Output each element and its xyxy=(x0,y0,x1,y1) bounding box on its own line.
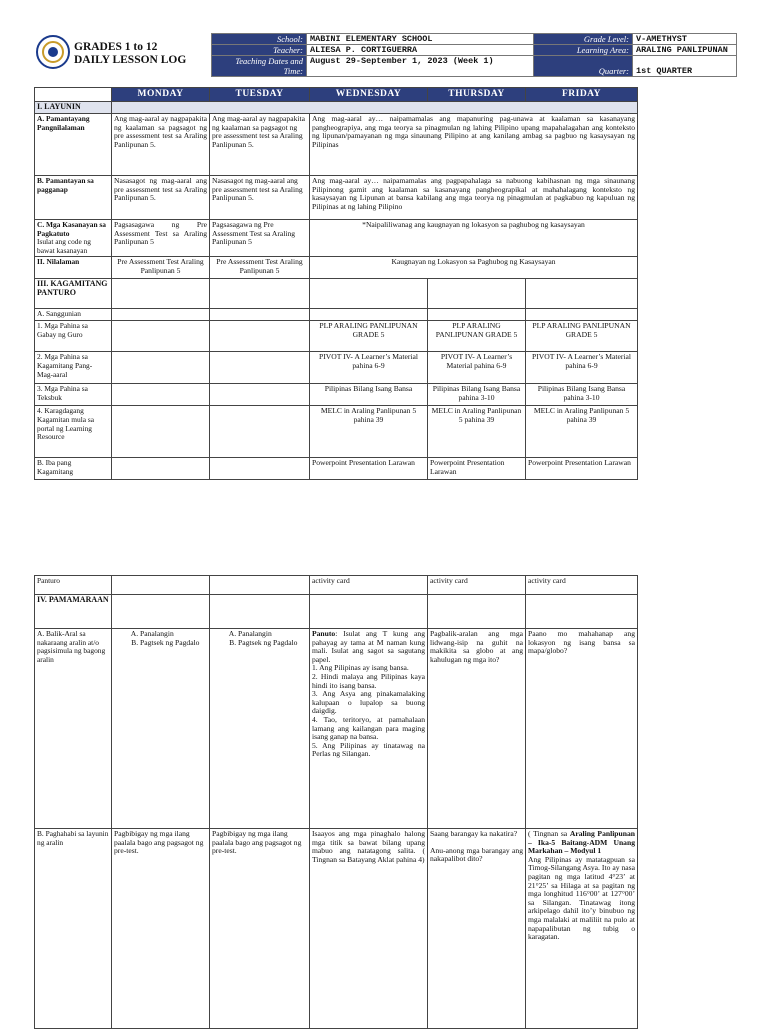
quiz-item: 2. Hindi malaya ang Pilipinas kaya hindi ito isang bansa. xyxy=(312,671,425,690)
grade-label: Grade Level: xyxy=(534,34,633,45)
lesson-log-header xyxy=(34,33,736,79)
row-panturo xyxy=(35,576,638,595)
tuesday-list xyxy=(212,630,307,647)
row-nilalaman xyxy=(35,257,638,279)
cell-tuesday: Pre Assessment Test Araling Panlipunan 5 xyxy=(210,257,310,279)
row-label: B. Pamantayan sa pagganap xyxy=(35,176,112,220)
lesson-plan-table-1 xyxy=(34,87,638,480)
cell-thursday: Pilipinas Bilang Isang Bansa pahina 3-10 xyxy=(428,384,526,406)
row-label xyxy=(35,220,112,257)
list-item: B. Pagtsek ng Pagdalo xyxy=(140,639,207,648)
list-item: A. Panalangin xyxy=(238,630,307,639)
row-label: B. Iba pang Kagamitang xyxy=(35,458,112,480)
teacher-value: ALIESA P. CORTIGUERRA xyxy=(307,45,534,56)
day-wednesday: WEDNESDAY xyxy=(310,88,428,102)
cell-friday: Pilipinas Bilang Isang Bansa pahina 3-10 xyxy=(526,384,638,406)
cell-thursday xyxy=(428,829,526,1029)
cell-monday: Pre Assessment Test Araling Panlipunan 5 xyxy=(112,257,210,279)
cell-friday: activity card xyxy=(526,576,638,595)
cell-wed-fri: *Naipaliliwanag ang kaugnayan ng lokasyon sa paghubog ng kasaysayan xyxy=(310,220,638,257)
row-karagdagang-kagamitan xyxy=(35,406,638,458)
row-label-main: C. Mga Kasanayan sa Pagkatuto xyxy=(37,220,106,238)
cell-friday: Paano mo mahahanap ang lokasyon ng isang bansa sa mapa/globo? xyxy=(526,629,638,829)
section-pamamaraan: IV. PAMAMARAAN xyxy=(35,595,112,629)
list-item: B. Pagtsek ng Pagdalo xyxy=(238,639,307,648)
document-title xyxy=(74,41,186,67)
monday-list xyxy=(114,630,207,647)
row-label: A. Balik-Aral sa nakaraang aralin at/o pagsisimula ng bagong aralin xyxy=(35,629,112,829)
row-iba-pang-kagamitan xyxy=(35,458,638,480)
question-2: Anu-anong mga barangay ang nakapalibot dito? xyxy=(430,845,523,864)
area-label: Learning Area: xyxy=(534,45,633,56)
dates-value: August 29-September 1, 2023 (Week 1) xyxy=(307,56,534,77)
day-friday: FRIDAY xyxy=(526,88,638,102)
reference-lead: ( Tingnan sa xyxy=(528,829,570,838)
section-row-layunin xyxy=(35,102,638,114)
cell-thursday: PIVOT IV- A Learner’s Material pahina 6-9 xyxy=(428,352,526,384)
cell-tuesday: Nasasagot ng mag-aaral ang pre assessment test sa Araling Panlipunan 5. xyxy=(210,176,310,220)
row-label: A. Sanggunian xyxy=(35,309,112,321)
cell-friday: PLP ARALING PANLIPUNAN GRADE 5 xyxy=(526,321,638,352)
list-item: A. Panalangin xyxy=(140,630,207,639)
cell-friday xyxy=(526,829,638,1029)
cell-friday: MELC in Araling Panlipunan 5 pahina 39 xyxy=(526,406,638,458)
question-1: Saang barangay ka nakatira? xyxy=(430,829,518,838)
row-label: B. Paghahabi sa layunin ng aralin xyxy=(35,829,112,1029)
title-line-1: GRADES 1 to 12 xyxy=(74,41,158,53)
row-paghahabi xyxy=(35,829,638,1029)
cell-monday: Pagbibigay ng mga ilang paalala bago ang pagsagot ng pre-test. xyxy=(112,829,210,1029)
cell-wednesday: Pilipinas Bilang Isang Bansa xyxy=(310,384,428,406)
cell-wednesday: PIVOT IV- A Learner’s Material pahina 6-9 xyxy=(310,352,428,384)
row-balik-aral xyxy=(35,629,638,829)
instruction-lead: Panuto xyxy=(312,629,336,638)
row-label: 3. Mga Pahina sa Teksbuk xyxy=(35,384,112,406)
row-kagamitang-pang-mag-aaral xyxy=(35,352,638,384)
section-row-pamamaraan xyxy=(35,595,638,629)
row-pamantayang-pangnilalaman xyxy=(35,114,638,176)
cell-wed-fri: Ang mag-aaral ay… naipamamalas ang mapanuring pag-unawa at kaalaman sa kasanayang pangheograpiya, ang mga teorya sa pinagmulan ng lahing Pilipino upang mapahalagahan ang konteksto ng lipunan/pamayanan ng mga sinaunang Pilipino at ang kanilang ambag sa pagbuo ng kasaysayan ng Pilipinas xyxy=(310,114,638,176)
day-header-row xyxy=(35,88,638,102)
cell-tuesday: Pagsasagawa ng Pre Assessment Test sa Araling Panlipunan 5 xyxy=(210,220,310,257)
row-label: Panturo xyxy=(35,576,112,595)
cell-thursday: activity card xyxy=(428,576,526,595)
quiz-item: 4. Tao, teritoryo, at pamahalaan lamang ang kailangan para maging isang ganap na bansa. xyxy=(312,714,425,742)
deped-seal-icon xyxy=(36,35,70,69)
cell-tuesday: Pagbibigay ng mga ilang paalala bago ang pagsagot ng pre-test. xyxy=(210,829,310,1029)
quarter-label: Quarter: xyxy=(534,56,633,77)
cell-friday: Powerpoint Presentation Larawan xyxy=(526,458,638,480)
quiz-item: 5. Ang Pilipinas ay tinatawag na Perlas ng Silangan. xyxy=(312,740,425,759)
day-tuesday: TUESDAY xyxy=(210,88,310,102)
lesson-plan-table-2 xyxy=(34,575,638,1029)
row-label-sub: Isulat ang code ng bawat kasanayan xyxy=(37,237,91,255)
section-row-kagamitan xyxy=(35,279,638,309)
school-label: School: xyxy=(212,34,307,45)
area-value: ARALING PANLIPUNAN xyxy=(633,45,737,56)
row-label: II. Nilalaman xyxy=(35,257,112,279)
row-gabay-guro xyxy=(35,321,638,352)
cell-monday: Pagsasagawa ng Pre Assessment Test sa Araling Panlipunan 5 xyxy=(112,220,210,257)
day-thursday: THURSDAY xyxy=(428,88,526,102)
quiz-item: 3. Ang Asya ang pinakamalaking kalupaan o lupalop sa buong daigdig. xyxy=(312,689,425,716)
cell-wednesday xyxy=(310,629,428,829)
row-label: 4. Karagdagang Kagamitan mula sa portal ng Learning Resource xyxy=(35,406,112,458)
title-line-2: DAILY LESSON LOG xyxy=(74,54,187,66)
cell-wed-fri: Kaugnayan ng Lokasyon sa Paghubog ng Kasaysayan xyxy=(310,257,638,279)
teacher-label: Teacher: xyxy=(212,45,307,56)
cell-wednesday: MELC in Araling Panlipunan 5 pahina 39 xyxy=(310,406,428,458)
cell-wednesday: PLP ARALING PANLIPUNAN GRADE 5 xyxy=(310,321,428,352)
section-layunin: I. LAYUNIN xyxy=(35,102,112,114)
school-value: MABINI ELEMENTARY SCHOOL xyxy=(307,34,534,45)
cell-wednesday: Powerpoint Presentation Larawan xyxy=(310,458,428,480)
row-pamantayan-pagganap xyxy=(35,176,638,220)
quiz-item: 1. Ang Pilipinas ay isang bansa. xyxy=(312,663,409,673)
row-label: 2. Mga Pahina sa Kagamitang Pang- Mag-aaral xyxy=(35,352,112,384)
header-info-table xyxy=(211,33,737,77)
cell-monday xyxy=(112,629,210,829)
cell-monday: Ang mag-aaral ay nagpapakita ng kaalaman sa pagsagot ng pre assessment test sa Araling Panlipunan 5. xyxy=(112,114,210,176)
cell-tuesday xyxy=(210,629,310,829)
section-kagamitan: III. KAGAMITANG PANTURO xyxy=(35,279,112,309)
cell-tuesday: Ang mag-aaral ay nagpapakita ng kaalaman sa pagsagot ng pre assessment test sa Araling Panlipunan 5. xyxy=(210,114,310,176)
cell-wednesday: activity card xyxy=(310,576,428,595)
instruction-text: : Isulat ang T kung ang pahayag ay tama at M naman kung mali. Isulat ang sagot sa sagutang papel. xyxy=(312,629,425,664)
header-title-block xyxy=(34,33,210,79)
grade-value: V-AMETHYST xyxy=(633,34,737,45)
cell-wed-fri: Ang mag-aaral ay… naipamamalas ang pagpapahalaga sa nabuong kabihasnan ng mga sinaunang Pilipinong gamit ang kaalaman sa kasanayang pangheograpikal at mahahalagang konteksto ng kasaysayan ng Lipunan at bansa kabilang ang mga teorya ng pinagmulan at pagkabuo ng kapuluan ng Pilipinas at ng lahing Pilipino xyxy=(310,176,638,220)
row-label: 1. Mga Pahina sa Gabay ng Guro xyxy=(35,321,112,352)
row-kasanayan xyxy=(35,220,638,257)
row-label: A. Pamantayang Pangnilalaman xyxy=(35,114,112,176)
cell-thursday: Powerpoint Presentation Larawan xyxy=(428,458,526,480)
friday-text: Ang Pilipinas ay matatagpuan sa Timog-Silangang Asya. Ito ay nasa pagitan ng mga latitud 4°23’ at 21°25’ sa Hilaga at sa pagitan ng mga longhitud 116°00’ at 127°00’ sa Silangan. Tinatawag itong arkipelago dahil ito’y binubuo ng mga malalaki at maliliit na pulo at napapalibutan ng tubig o karagatan. xyxy=(528,854,635,942)
cell-thursday: MELC in Araling Panlipunan 5 pahina 39 xyxy=(428,406,526,458)
reference-title: Araling Panlipunan – Ika-5 Baitang-ADM Unang Markahan – Modyul 1 xyxy=(528,829,635,856)
row-sanggunian xyxy=(35,309,638,321)
dates-label: Teaching Dates and Time: xyxy=(212,56,307,77)
cell-thursday: Pagbalik-aralan ang mga lidwang-isip na guhit na makikita sa globo at ang kahulugan ng mga ito? xyxy=(428,629,526,829)
quarter-value: 1st QUARTER xyxy=(633,56,737,77)
cell-wednesday: Isaayos ang mga pinaghalo halong mga titik sa bawat bilang upang mabuo ang natatagong salita. ( Tingnan sa Batayang Aklat pahina 4) xyxy=(310,829,428,1029)
day-monday: MONDAY xyxy=(112,88,210,102)
cell-thursday: PLP ARALING PANLIPUNAN GRADE 5 xyxy=(428,321,526,352)
row-teksbuk xyxy=(35,384,638,406)
cell-monday: Nasasagot ng mag-aaral ang pre assessment test sa Araling Panlipunan 5. xyxy=(112,176,210,220)
cell-friday: PIVOT IV- A Learner’s Material pahina 6-9 xyxy=(526,352,638,384)
